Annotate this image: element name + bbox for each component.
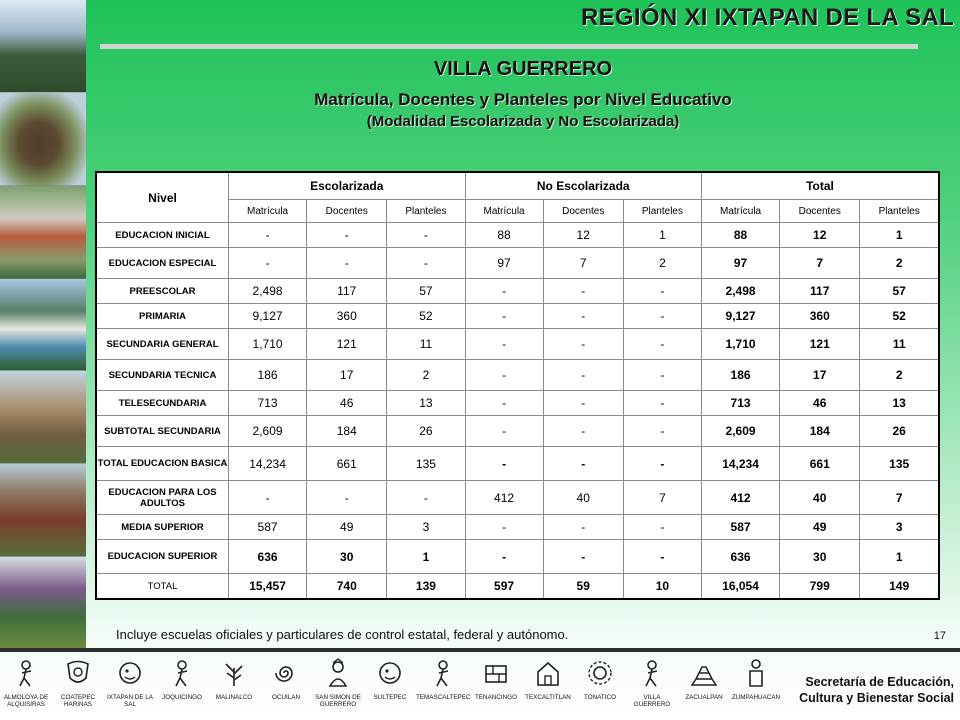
municipio-item — [678, 652, 730, 720]
municipio-label: TENANCINGO — [475, 694, 517, 701]
photo-strip — [0, 0, 86, 650]
municipio-item — [208, 652, 260, 720]
glyph-face-icon — [376, 652, 404, 693]
subheader: Docentes — [307, 200, 387, 223]
table-row — [96, 279, 939, 304]
table-cell: 11 — [860, 329, 939, 360]
table-cell: 587 — [229, 515, 307, 540]
municipio-item — [156, 652, 208, 720]
municipio-label: TEXCALTITLAN — [525, 694, 571, 701]
table-cell: 2 — [623, 248, 701, 279]
subheader: Planteles — [860, 200, 939, 223]
table-cell: - — [543, 279, 623, 304]
table-cell: 17 — [307, 360, 387, 391]
table-cell: - — [465, 329, 543, 360]
table-cell: 40 — [543, 481, 623, 515]
table-cell: - — [543, 515, 623, 540]
table-cell: - — [229, 223, 307, 248]
municipio-label: ZACUALPAN — [685, 694, 723, 701]
table-cell: - — [543, 447, 623, 481]
table-cell: - — [465, 279, 543, 304]
landscape-photo — [0, 93, 86, 186]
table-cell: 121 — [307, 329, 387, 360]
group-header-total: Total — [702, 172, 940, 200]
municipio-label: JOQUICINGO — [162, 694, 202, 701]
table-cell: - — [623, 360, 701, 391]
municipio-label: TONATICO — [584, 694, 616, 701]
table-cell: 2,498 — [702, 279, 780, 304]
glyph-wall-icon — [482, 652, 510, 693]
table-row — [96, 416, 939, 447]
table-cell: 14,234 — [702, 447, 780, 481]
row-nivel-label: SECUNDARIA GENERAL — [96, 329, 229, 360]
table-cell: 26 — [387, 416, 465, 447]
table-row — [96, 360, 939, 391]
table-cell: 597 — [465, 574, 543, 600]
table-cell: 1 — [860, 223, 939, 248]
table-cell: 46 — [780, 391, 860, 416]
table-cell: 636 — [229, 540, 307, 574]
table-cell: 7 — [623, 481, 701, 515]
table-cell: 184 — [780, 416, 860, 447]
table-cell: 149 — [860, 574, 939, 600]
table-cell: - — [465, 447, 543, 481]
row-nivel-label: TELESECUNDARIA — [96, 391, 229, 416]
table-cell: 57 — [860, 279, 939, 304]
municipio-label: ZUMPAHUACAN — [731, 694, 781, 701]
top-divider — [100, 44, 918, 49]
table-cell: 117 — [780, 279, 860, 304]
table-cell: 88 — [702, 223, 780, 248]
table-cell: 12 — [780, 223, 860, 248]
table-cell: 52 — [860, 304, 939, 329]
table-cell: 2 — [860, 360, 939, 391]
row-nivel-label: TOTAL EDUCACION BASICA — [96, 447, 229, 481]
table-cell: 7 — [860, 481, 939, 515]
page-title: Matrícula, Docentes y Planteles por Nivel Educativo — [314, 90, 732, 109]
table-cell: 713 — [229, 391, 307, 416]
table-cell: - — [543, 304, 623, 329]
municipio-item — [260, 652, 312, 720]
table-cell: - — [229, 481, 307, 515]
municipio-item — [626, 652, 678, 720]
municipio-item — [522, 652, 574, 720]
municipio-item — [574, 652, 626, 720]
table-cell: 49 — [307, 515, 387, 540]
landscape-photo — [0, 464, 86, 557]
row-nivel-label: SECUNDARIA TECNICA — [96, 360, 229, 391]
glyph-figure-icon — [168, 652, 196, 693]
table-cell: - — [623, 540, 701, 574]
table-cell: - — [543, 391, 623, 416]
table-cell: 186 — [702, 360, 780, 391]
table-cell: - — [543, 329, 623, 360]
glyph-face-icon — [116, 652, 144, 693]
table-cell: - — [465, 540, 543, 574]
table-cell: - — [623, 279, 701, 304]
landscape-photo — [0, 279, 86, 372]
table-cell: - — [623, 304, 701, 329]
table-cell: 10 — [623, 574, 701, 600]
table-cell: 587 — [702, 515, 780, 540]
table-cell: 135 — [860, 447, 939, 481]
row-nivel-label: SUBTOTAL SECUNDARIA — [96, 416, 229, 447]
municipio-label: SAN SIMON DE GUERRERO — [315, 694, 361, 708]
table-cell: - — [387, 248, 465, 279]
row-nivel-label: MEDIA SUPERIOR — [96, 515, 229, 540]
secretaria-label — [784, 674, 954, 706]
table-cell: 88 — [465, 223, 543, 248]
municipio-item — [416, 652, 470, 720]
table-cell: 799 — [780, 574, 860, 600]
table-cell: 1,710 — [229, 329, 307, 360]
table-cell: 661 — [780, 447, 860, 481]
table-cell: - — [623, 391, 701, 416]
table-cell: 412 — [702, 481, 780, 515]
landscape-photo — [0, 371, 86, 464]
table-cell: 11 — [387, 329, 465, 360]
table-cell: - — [465, 515, 543, 540]
table-cell: 49 — [780, 515, 860, 540]
table-cell: 17 — [780, 360, 860, 391]
table-cell: - — [543, 540, 623, 574]
table-cell: 139 — [387, 574, 465, 600]
table-cell: - — [465, 416, 543, 447]
table-cell: 97 — [702, 248, 780, 279]
table-cell: - — [543, 360, 623, 391]
table-cell: - — [307, 223, 387, 248]
row-nivel-label: EDUCACION SUPERIOR — [96, 540, 229, 574]
table-cell: 661 — [307, 447, 387, 481]
page-subtitle: (Modalidad Escolarizada y No Escolarizada) — [366, 113, 680, 130]
row-nivel-label: PRIMARIA — [96, 304, 229, 329]
table-cell: 2,498 — [229, 279, 307, 304]
education-table — [95, 171, 940, 600]
table-cell: 121 — [780, 329, 860, 360]
table-cell: 13 — [387, 391, 465, 416]
subheader: Planteles — [623, 200, 701, 223]
table-row — [96, 248, 939, 279]
table-cell: - — [307, 248, 387, 279]
table-row — [96, 540, 939, 574]
municipio-item — [0, 652, 52, 720]
table-cell: - — [387, 481, 465, 515]
glyph-figure-icon — [638, 652, 666, 693]
table-cell: - — [465, 304, 543, 329]
table-cell: 7 — [543, 248, 623, 279]
table-cell: 7 — [780, 248, 860, 279]
table-cell: 740 — [307, 574, 387, 600]
table-cell: 12 — [543, 223, 623, 248]
table-cell: 1 — [860, 540, 939, 574]
landscape-photo — [0, 186, 86, 279]
table-cell: 1 — [387, 540, 465, 574]
municipio-item — [312, 652, 364, 720]
table-cell: - — [623, 447, 701, 481]
landscape-photo — [0, 557, 86, 650]
municipios-bar — [0, 652, 782, 720]
table-cell: 30 — [780, 540, 860, 574]
glyph-plant-icon — [220, 652, 248, 693]
table-cell: 30 — [307, 540, 387, 574]
table-cell: 97 — [465, 248, 543, 279]
table-cell: 713 — [702, 391, 780, 416]
municipio-item — [364, 652, 416, 720]
table-cell: 184 — [307, 416, 387, 447]
secretaria-line-2: Cultura y Bienestar Social — [799, 691, 954, 705]
municipio-label: OCUILAN — [272, 694, 300, 701]
row-nivel-label: EDUCACION PARA LOS ADULTOS — [96, 481, 229, 515]
row-nivel-label: EDUCACION INICIAL — [96, 223, 229, 248]
subheader: Matrícula — [465, 200, 543, 223]
table-cell: 636 — [702, 540, 780, 574]
table-row — [96, 329, 939, 360]
glyph-warrior-icon — [324, 652, 352, 693]
table-cell: 360 — [307, 304, 387, 329]
table-cell: 9,127 — [229, 304, 307, 329]
table-cell: - — [465, 391, 543, 416]
region-title: REGIÓN XI IXTAPAN DE LA SAL — [580, 4, 954, 31]
group-header-escolarizada: Escolarizada — [229, 172, 466, 200]
table-cell: - — [623, 329, 701, 360]
table-cell: - — [387, 223, 465, 248]
table-cell: 1,710 — [702, 329, 780, 360]
table-cell: 26 — [860, 416, 939, 447]
table-header-row — [96, 172, 939, 200]
secretaria-line-1: Secretaría de Educación, — [805, 675, 954, 689]
municipio-label: VILLA GUERRERO — [633, 694, 671, 708]
subheader: Matrícula — [229, 200, 307, 223]
table-cell: 2 — [387, 360, 465, 391]
row-nivel-label: TOTAL — [96, 574, 229, 600]
municipio-item — [52, 652, 104, 720]
municipio-label: ALMOLOYA DE ALQUISIRAS — [3, 694, 49, 708]
table-cell: 16,054 — [702, 574, 780, 600]
glyph-figure-icon — [429, 652, 457, 693]
landscape-photo — [0, 0, 86, 93]
table-cell: 3 — [860, 515, 939, 540]
table-cell: 360 — [780, 304, 860, 329]
table-cell: 40 — [780, 481, 860, 515]
table-row — [96, 304, 939, 329]
table-cell: 2,609 — [702, 416, 780, 447]
glyph-person-icon — [742, 652, 770, 693]
glyph-sun-icon — [586, 652, 614, 693]
table-row — [96, 481, 939, 515]
table-cell: - — [623, 416, 701, 447]
municipio-label: TEMASCALTEPEC — [416, 694, 471, 701]
table-cell: 2 — [860, 248, 939, 279]
subheader: Docentes — [543, 200, 623, 223]
table-cell: 59 — [543, 574, 623, 600]
table-cell: 15,457 — [229, 574, 307, 600]
table-cell: 412 — [465, 481, 543, 515]
table-row — [96, 391, 939, 416]
table-row — [96, 223, 939, 248]
subheader: Planteles — [387, 200, 465, 223]
municipio-label: MALINALCO — [215, 694, 253, 701]
row-nivel-label: PREESCOLAR — [96, 279, 229, 304]
municipio-label: SULTEPEC — [373, 694, 407, 701]
glyph-shield-icon — [64, 652, 92, 693]
municipio-item — [470, 652, 522, 720]
glyph-pyramid-icon — [690, 652, 718, 693]
col-nivel-header: Nivel — [96, 172, 229, 223]
municipio-item — [730, 652, 782, 720]
table-cell: - — [543, 416, 623, 447]
glyph-figure-icon — [12, 652, 40, 693]
table-cell: - — [229, 248, 307, 279]
table-total-row — [96, 574, 939, 600]
table-cell: - — [623, 515, 701, 540]
table-cell: - — [465, 360, 543, 391]
municipio-label: COATEPEC HARINAS — [60, 694, 96, 708]
table-cell: - — [307, 481, 387, 515]
table-cell: 52 — [387, 304, 465, 329]
table-cell: 2,609 — [229, 416, 307, 447]
glyph-house-icon — [534, 652, 562, 693]
subheader: Matrícula — [702, 200, 780, 223]
table-cell: 1 — [623, 223, 701, 248]
table-cell: 135 — [387, 447, 465, 481]
table-cell: 57 — [387, 279, 465, 304]
table-cell: 186 — [229, 360, 307, 391]
table-cell: 9,127 — [702, 304, 780, 329]
table-row — [96, 515, 939, 540]
table-cell: 46 — [307, 391, 387, 416]
group-header-no-escolarizada: No Escolarizada — [465, 172, 702, 200]
footnote: Incluye escuelas oficiales y particulares de control estatal, federal y autónomo. — [116, 627, 569, 642]
table-cell: 14,234 — [229, 447, 307, 481]
municipio-item — [104, 652, 156, 720]
table-cell: 3 — [387, 515, 465, 540]
table-row — [96, 447, 939, 481]
table-cell: 13 — [860, 391, 939, 416]
subheader: Docentes — [780, 200, 860, 223]
page-number: 17 — [933, 630, 946, 642]
row-nivel-label: EDUCACION ESPECIAL — [96, 248, 229, 279]
glyph-spiral-icon — [272, 652, 300, 693]
municipio-label: IXTAPAN DE LA SAL — [107, 694, 153, 708]
table-cell: 117 — [307, 279, 387, 304]
municipio-title: VILLA GUERRERO — [433, 58, 613, 80]
